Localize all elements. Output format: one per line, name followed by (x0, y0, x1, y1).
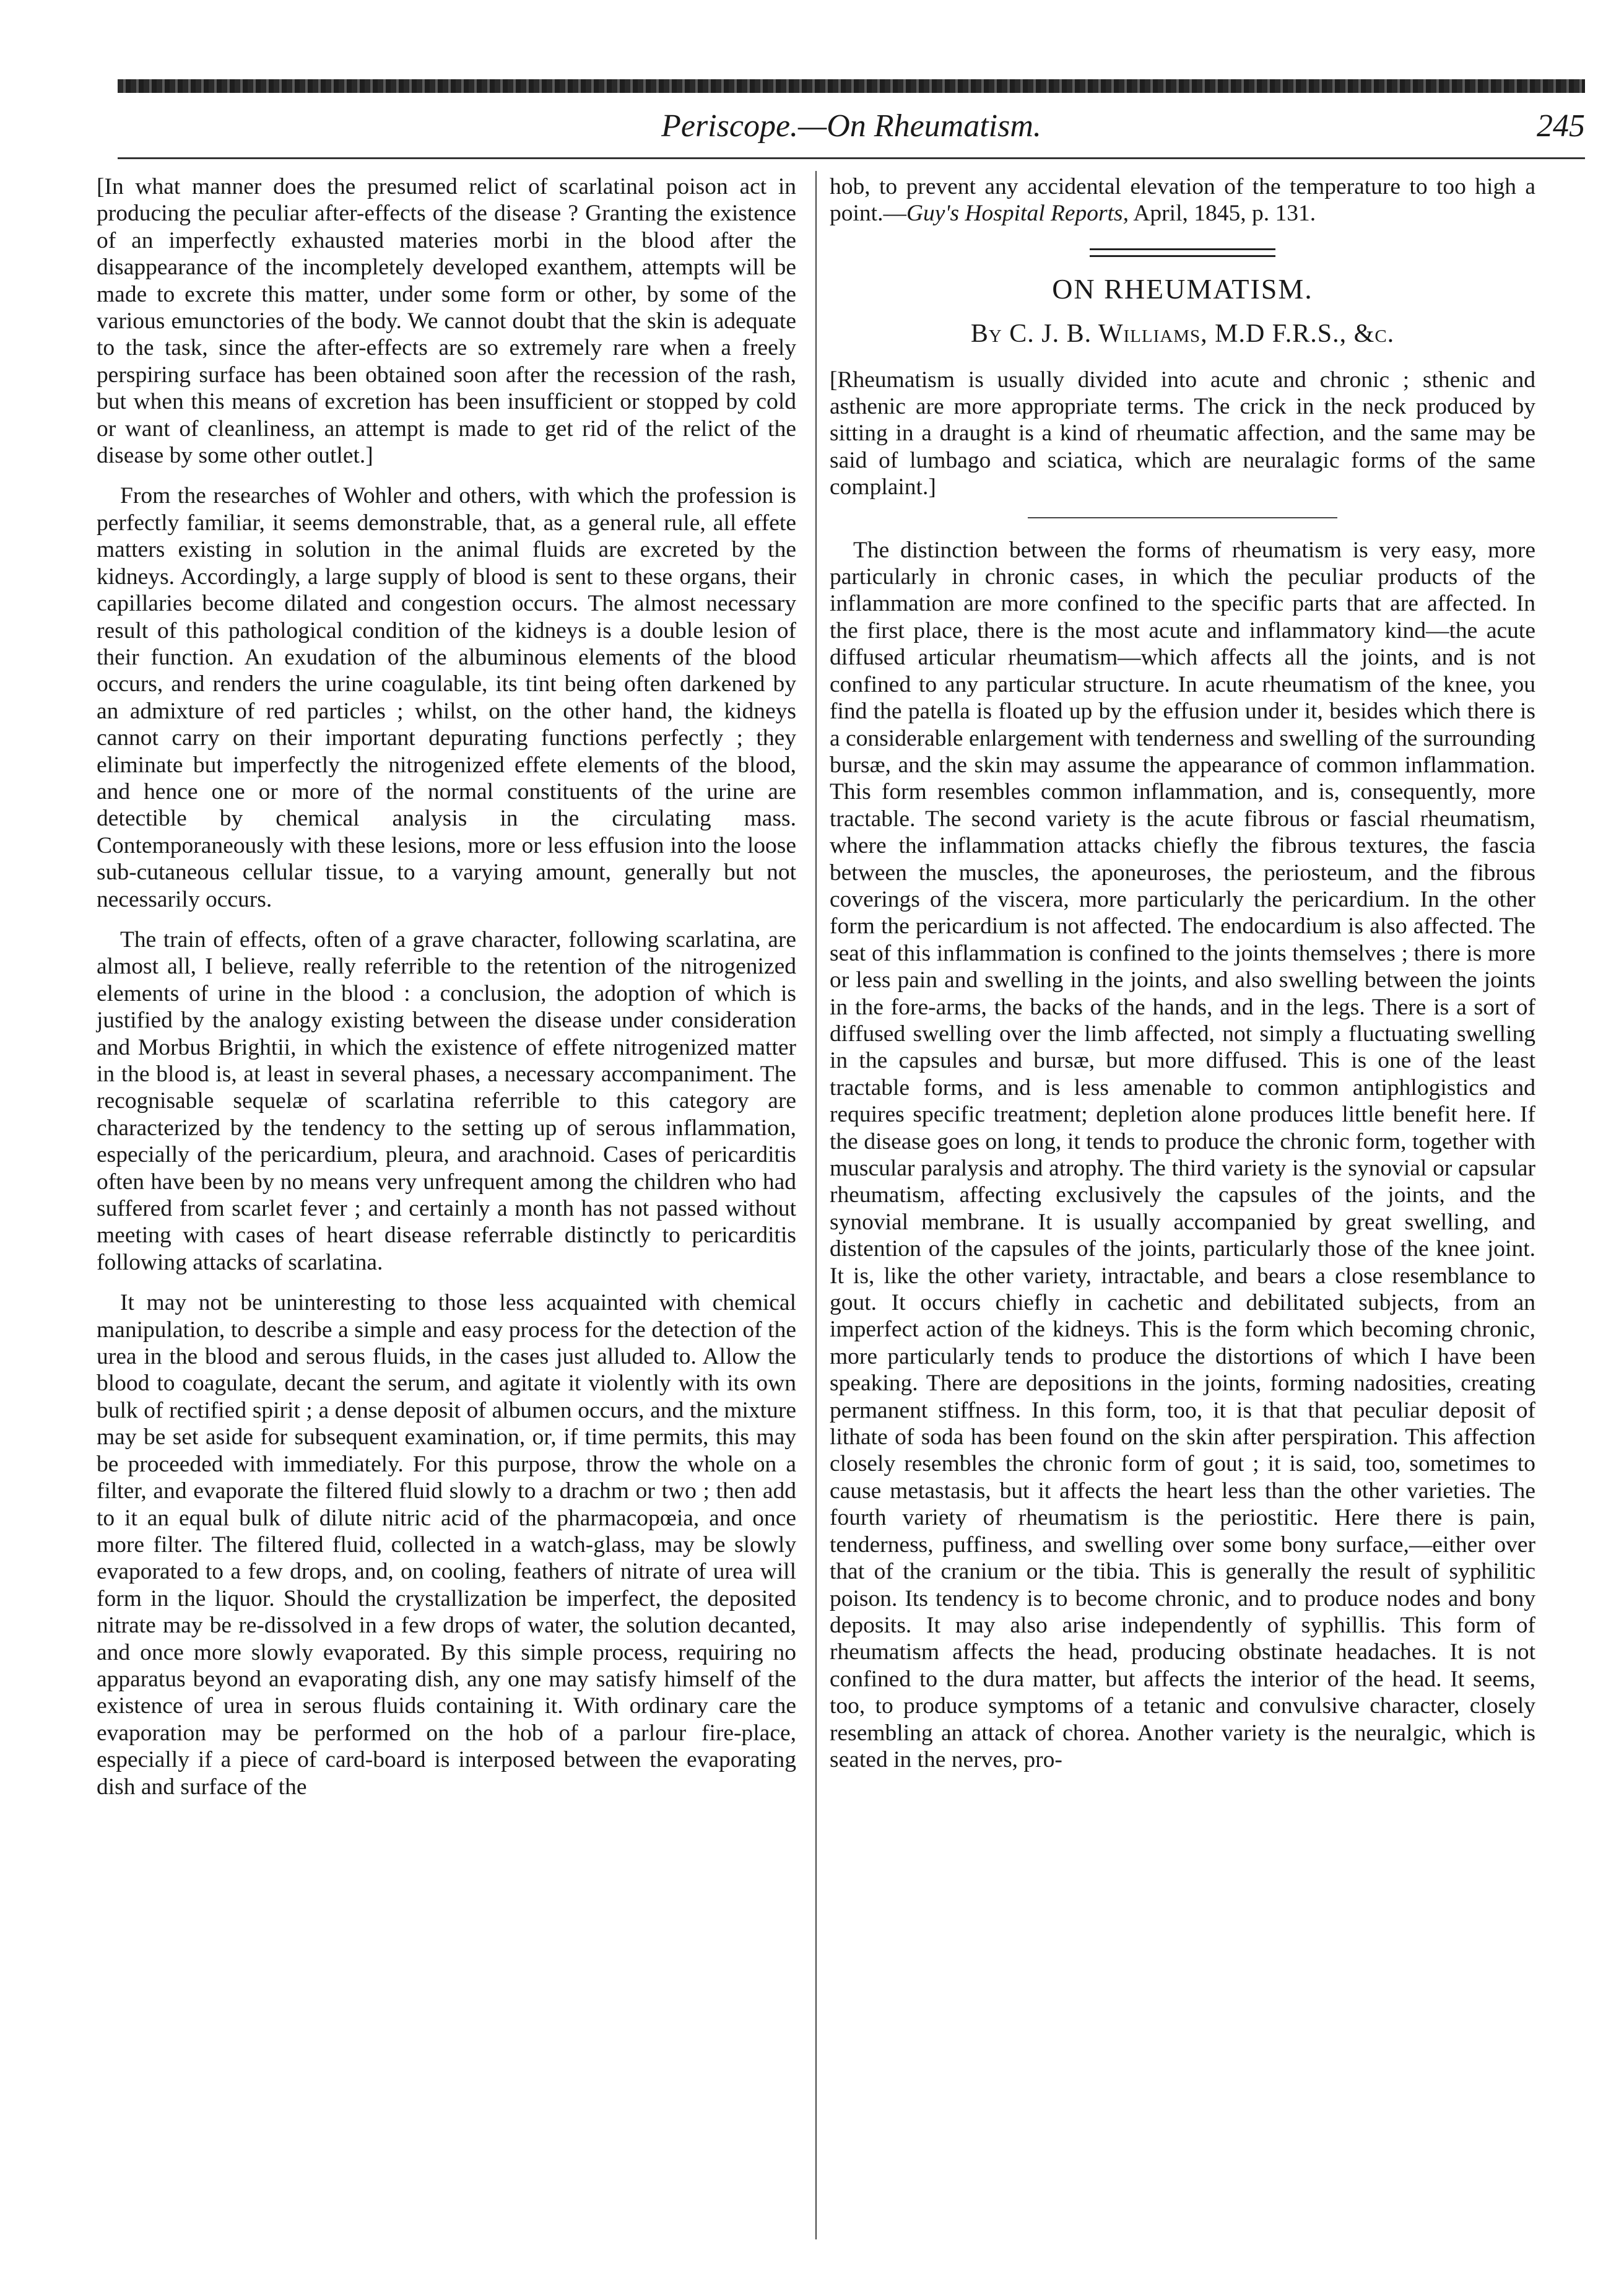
intro-divider-rule (1028, 517, 1337, 518)
column-divider (815, 171, 817, 2239)
continuation-text: hob, to prevent any accidental elevation of the temperature to too high a point.— (830, 174, 1535, 227)
page-header (118, 104, 1585, 154)
running-title: Periscope.—On Rheumatism. (661, 108, 1041, 144)
paragraph-train-of-effects: The train of effects, often of a grave character, following scarlatina, are almost all, I believe, really referrible to the retention of the nitrogenized elements of urine in the blood : a conclusion, the adoption of which is justified by the analogy existing between the disease under consideration and Morbus Brightii, in which the existence of effete nitrogenized matter in the blood is, at least in several phases, a necessary accompaniment. The recognisable sequelæ of scarlatina referrible to this category are characterized by the tendency to the setting up of serous inflammation, especially of the pericardium, pleura, and arachnoid. Cases of pericarditis often have been by no means very unfrequent among the children who had suffered from scarlet fever ; and certainly a month has not passed without meeting with cases of heart disease referrable distinctly to pericarditis following attacks of scarlatina. (97, 926, 796, 1275)
right-column (830, 173, 1535, 1787)
citation-details: April, 1845, p. 131. (1129, 201, 1316, 227)
article-byline: By C. J. B. Williams, M.D F.R.S., &c. (970, 320, 1395, 349)
article-title: ON RHEUMATISM. (1052, 272, 1313, 305)
continued-paragraph (830, 173, 1535, 227)
top-decorative-rule (118, 79, 1585, 93)
citation-source: Guy's Hospital Reports, (906, 201, 1129, 227)
paragraph-scarlatinal-poison: [In what manner does the presumed relict of scarlatinal poison act in producing the peculiar after-effects of the disease ? Granting the existence of an imperfectly exhausted materies morbi in the blood after the disappearance of the incompletely developed exanthem, attempts will be made to excrete this matter, under some form or other, by some of the various emunctories of the body. We cannot doubt that the skin is adequate to the task, since the after-effects are so extremely rare when a freely perspiring surface has been obtained soon after the recession of the rash, but when this means of excretion has been insufficient or stopped by cold or want of cleanliness, an attempt is made to get rid of the relict of the disease by some other outlet.] (97, 174, 796, 469)
paragraph-urea-detection: It may not be uninteresting to those less acquainted with chemical manipulation, to describe a simple and easy process for the detection of the urea in the blood and serous fluids, in the cases just alluded to. Allow the blood to coagulate, decant the serum, and agitate it violently with its own bulk of rectified spirit ; a dense deposit of albumen occurs, and the mixture may be set aside for subsequent examination, or, if time permits, this may be proceeded with immediately. For this purpose, throw the whole on a filter, and evaporate the filtered fluid slowly to a drachm or two ; then add to it an equal bulk of dilute nitric acid of the pharmacopœia, and once more filter. The filtered fluid, collected in a watch-glass, may be slowly evaporated to a few drops, and, on cooling, feathers of nitrate of urea will form in the liquor. Should the crystallization be imperfect, the deposited nitrate may be re-dissolved in a few drops of water, the solution decanted, and once more slowly evaporated. By this simple process, requiring no apparatus beyond an evaporating dish, any one may satisfy himself of the existence of urea in serous fluids containing it. With ordinary care the evaporation may be performed on the hob of a parlour fire-place, especially if a piece of card-board is interposed between the evaporating dish and surface of the (97, 1290, 796, 1800)
page-number: 245 (1537, 108, 1585, 144)
section-divider-rule (1090, 248, 1275, 257)
paragraph-wohler-researches: From the researches of Wohler and others, with which the profession is perfectly familiar, it seems demonstrable, that, as a general rule, all effete matters existing in solution in the animal fluids are excreted by the kidneys. Accordingly, a large supply of blood is sent to these organs, their capillaries become dilated and congestion occurs. The almost necessary result of this pathological condition of the kidneys is a double lesion of their function. An exudation of the albuminous elements of the blood occurs, and renders the urine coagulable, its tint being often darkened by an admixture of red particles ; whilst, on the other hand, the kidneys cannot carry on their important depurating functions perfectly ; they eliminate but imperfectly the nitrogenized effete elements of the blood, and hence one or more of the normal constituents of the urine are detectible by chemical analysis in the circulating mass. Contemporaneously with these lesions, more or less effusion into the loose sub-cutaneous cellular tissue, to a varying amount, generally but not necessarily occurs. (97, 483, 796, 912)
left-column (97, 173, 796, 1814)
paragraph-rheumatism-intro: [Rheumatism is usually divided into acute and chronic ; sthenic and asthenic are more appropriate terms. The crick in the neck produced by sitting in a draught is a kind of rheumatic affection, and the same may be said of lumbago and sciatica, which are neuralagic forms of the same complaint.] (830, 367, 1535, 500)
paragraph-rheumatism-forms: The distinction between the forms of rheumatism is very easy, more particularly in chronic cases, in which the peculiar products of the inflammation are more confined to the specific parts that are affected. In the first place, there is the most acute and inflammatory kind—the acute diffused articular rheumatism—which affects all the joints, and is not confined to any particular structure. In acute rheumatism of the knee, you find the patella is floated up by the effusion under it, besides which there is a considerable enlargement with tenderness and swelling of the surrounding bursæ, and the skin may assume the appearance of common inflammation. This form resembles common inflammation, and is, consequently, more tractable. The second variety is the acute fibrous or fascial rheumatism, where the inflammation attacks chiefly the fibrous textures, the fascia between the muscles, the aponeuroses, the periosteum, and the fibrous coverings of the viscera, more particularly the pericardium. In the other form the pericardium is not affected. The endocardium is also affected. The seat of this inflammation is confined to the joints themselves ; there is more or less pain and swelling in the joints, and also swelling between the joints in the fore-arms, the backs of the hands, and in the legs. There is a sort of diffused swelling over the limb affected, not simply a fluctuating swelling in the capsules and bursæ, but more diffused. This is one of the least tractable forms, and is less amenable to common antiphlogistics and requires specific treatment; depletion alone produces little benefit here. If the disease goes on long, it tends to produce the chronic form, together with muscular paralysis and atrophy. The third variety is the synovial or capsular rheumatism, affecting exclusively the capsules of the joints, and the synovial membrane. It is usually accompanied by great swelling, and distention of the capsules of the joints, particularly those of the knee joint. It is, like the other variety, intractable, and bears a close resemblance to gout. It occurs chiefly in cachetic and debilitated subjects, from an imperfect action of the kidneys. This is the form which becoming chronic, more particularly tends to produce the distortions of which I have been speaking. There are depositions in the joints, forming nadosities, creating permanent stiffness. In this form, too, it is that that peculiar deposit of lithate of soda has been found on the skin after perspiration. This affection closely resembles the chronic form of gout ; it is said, too, sometimes to cause metastasis, but it affects the heart less than the other varieties. The fourth variety of rheumatism is the periostitic. Here there is pain, tenderness, puffiness, and swelling over some bony surface,—either over that of the cranium or the tibia. This is generally the result of syphilitic poison. Its tendency is to become chronic, and to produce nodes and bony deposits. It may also arise independently of syphillis. This form of rheumatism affects the head, producing obstinate headaches. It is not confined to the dura matter, but affects the interior of the head. It seems, too, to produce symptoms of a tetanic and convulsive character, closely resembling an attack of chorea. Another variety is the neuralgic, which is seated in the nerves, pro- (830, 537, 1535, 1772)
header-rule (118, 157, 1585, 159)
